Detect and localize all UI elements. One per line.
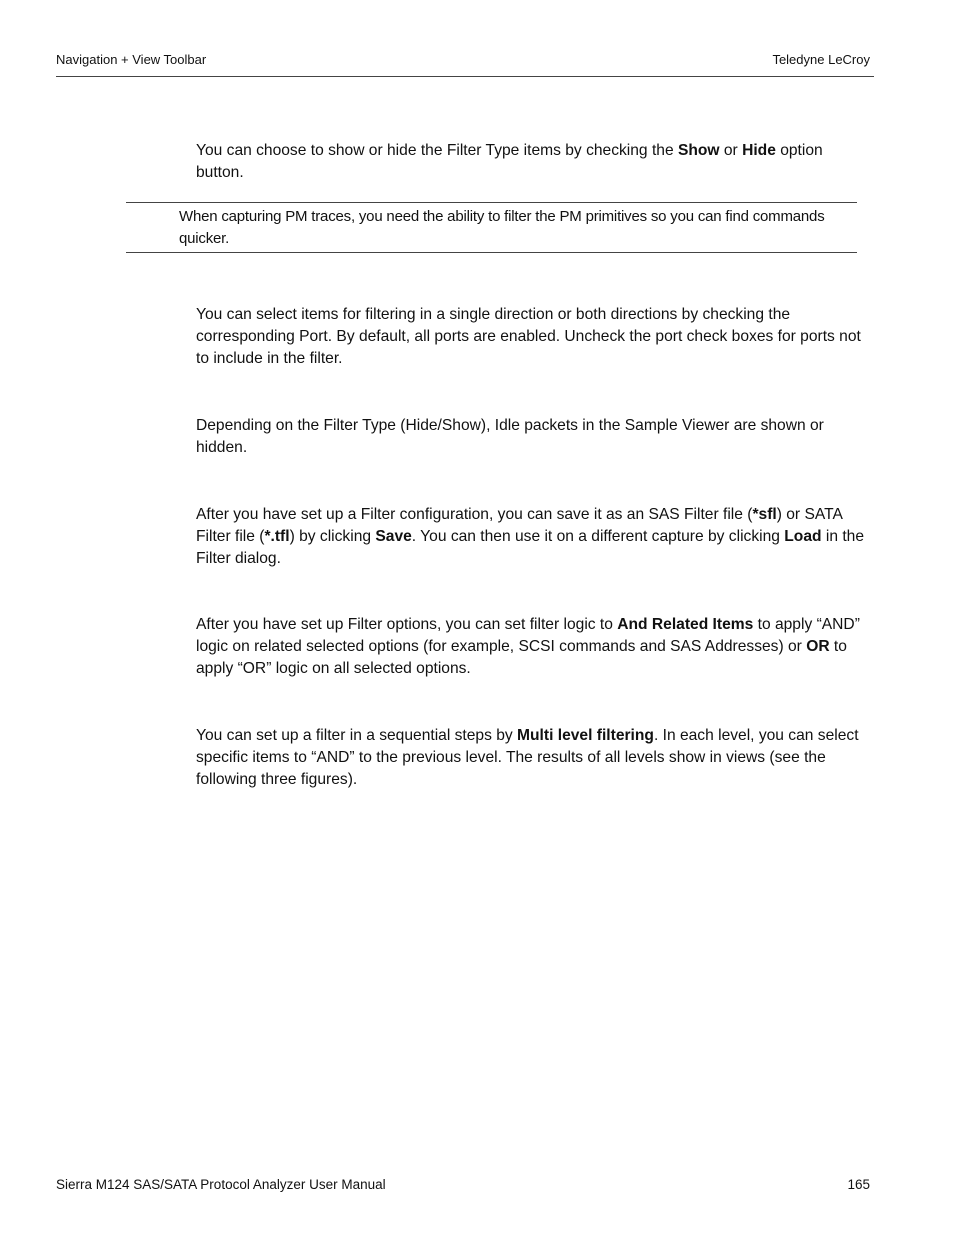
text-run: . You can then use it on a different capture by clicking — [411, 528, 785, 545]
page-header — [56, 52, 874, 77]
bold-term-save: Save — [375, 528, 412, 545]
text-run: to apply “OR” logic on all selected options. — [196, 638, 847, 677]
text-run: to apply “AND” logic on related selected options (for example, SCSI commands and SAS Addresses) or — [196, 616, 860, 655]
bold-term-tfl: *.tfl — [264, 528, 290, 545]
paragraph-port-filtering: You can select items for filtering in a single direction or both directions by checking the corresponding Port. By default, all ports are enabled. Uncheck the port check boxes for ports not to include in the filter. — [196, 306, 861, 367]
paragraph-multi-level — [196, 725, 872, 791]
bold-term-hide: Hide — [742, 142, 776, 159]
text-run: After you have set up Filter options, you can set filter logic to — [196, 616, 618, 633]
note-text: When capturing PM traces, you need the ability to filter the PM primitives so you can find commands quicker. — [179, 208, 825, 247]
header-company: Teledyne LeCroy — [772, 52, 870, 67]
paragraph-idle-packets: Depending on the Filter Type (Hide/Show), Idle packets in the Sample Viewer are shown or hidden. — [196, 417, 824, 456]
text-run: ) or SATA Filter file ( — [196, 506, 843, 545]
page-number: 165 — [847, 1177, 870, 1192]
bold-term-and-related: And Related Items — [617, 616, 754, 633]
footer-manual-title: Sierra M124 SAS/SATA Protocol Analyzer User Manual — [56, 1177, 386, 1192]
note-box — [126, 202, 857, 253]
bold-term-load: Load — [784, 528, 822, 545]
text-run: or — [719, 142, 743, 159]
paragraph-save-load — [196, 504, 872, 570]
text-run: ) by clicking — [289, 528, 376, 545]
paragraph-filter-type — [196, 140, 872, 184]
text-run: You can choose to show or hide the Filter Type items by checking the — [196, 142, 678, 159]
text-run: You can set up a filter in a sequential steps by — [196, 727, 518, 744]
bold-term-show: Show — [677, 142, 720, 159]
header-section-title: Navigation + View Toolbar — [56, 52, 207, 67]
bold-term-or: OR — [806, 638, 830, 655]
text-run: After you have set up a Filter configuration, you can save it as an SAS Filter file ( — [196, 506, 753, 523]
bold-term-multi-level: Multi level filtering — [517, 727, 654, 744]
text-run: option button. — [196, 142, 823, 181]
text-run: . In each level, you can select specific items to “AND” to the previous level. The results of all levels show in views (see the following three figures). — [196, 727, 859, 788]
bold-term-sfl: *sfl — [752, 506, 777, 523]
paragraph-filter-logic — [196, 614, 872, 680]
text-run: in the Filter dialog. — [196, 528, 865, 567]
